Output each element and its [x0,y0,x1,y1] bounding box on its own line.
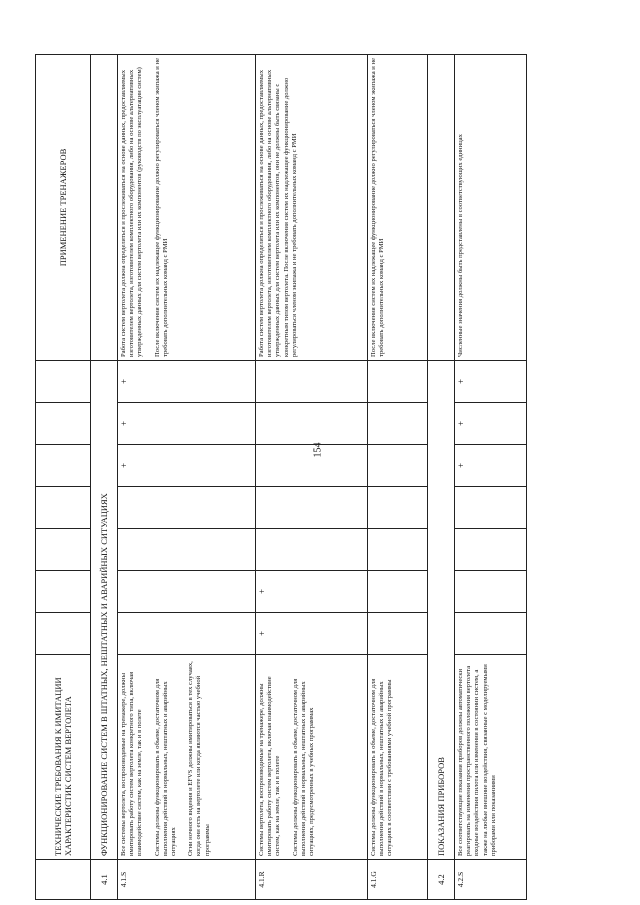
level-mark [256,403,368,445]
level-mark [368,571,428,613]
section-code: 4.1 [91,860,118,900]
requirement-cell [368,655,428,860]
row-code: 4.2.S [455,860,527,900]
application-text: Работа систем вертолета должна определяться и прослеживаться на основе данных, предоставляемых изготовителем вертолета, изготовителем комплектного оборудования, либо на основе альтернативных утвержденных данных для систем вертолета или их компонентов (руководств по эксплуатации систем) [120,67,144,357]
level-mark: + [455,361,527,403]
level-mark: + [455,403,527,445]
application-cell [368,55,428,361]
level-mark [368,529,428,571]
requirement-cell [455,655,527,860]
rotated-table-container [35,55,570,900]
row-code: 4.1.R [256,860,368,900]
header-level-cell [36,571,91,613]
row-code: 4.1.S [118,860,256,900]
application-cell [118,55,256,361]
application-cell [455,55,527,361]
header-requirements: ТЕХНИЧЕСКИЕ ТРЕБОВАНИЯ К ИМИТАЦИИ ХАРАКТЕРИСТИК СИСТЕМ ВЕРТОЛЕТА [36,655,91,860]
level-mark [118,529,256,571]
level-mark [118,487,256,529]
level-mark [256,529,368,571]
application-text: После включения систем их надлежащее функционирование должно регулироваться членом экипажа и не требовать дополнительных команд с РМИ [153,58,169,357]
level-mark [368,613,428,655]
level-mark [368,445,428,487]
table-row [455,55,527,900]
level-mark: + [118,361,256,403]
level-mark [368,403,428,445]
section-empty-cell [91,55,118,361]
level-mark: + [256,571,368,613]
level-mark: + [455,445,527,487]
requirement-cell [256,655,368,860]
section-title: ФУНКЦИОНИРОВАНИЕ СИСТЕМ В ШТАТНЫХ, НЕШТАТНЫХ И АВАРИЙНЫХ СИТУАЦИЯХ [91,361,118,860]
level-mark [256,361,368,403]
requirements-table [35,54,527,900]
section-code: 4.2 [428,860,455,900]
table-header-row [36,55,91,900]
application-cell [256,55,368,361]
header-level-cell [36,613,91,655]
section-row [91,55,118,900]
level-mark [118,571,256,613]
header-application: ПРИМЕНЕНИЕ ТРЕНАЖЕРОВ [36,55,91,361]
section-title: ПОКАЗАНИЯ ПРИБОРОВ [428,361,455,860]
row-code: 4.1.G [368,860,428,900]
page-number: 154 [312,442,324,458]
header-code-cell [36,860,91,900]
table-row [256,55,368,900]
header-level-cell [36,361,91,403]
section-row [428,55,455,900]
header-level-cell [36,403,91,445]
header-level-cell [36,487,91,529]
header-level-cell [36,445,91,487]
section-empty-cell [428,55,455,361]
requirement-text: Системы должны функционировать в объеме, достаточном для выполнения действий в нормальных, нештатных и аварийных ситуациях, предусмотренных в учебных программах [291,678,316,856]
requirement-text: Системы вертолета, воспроизводимые на тренажере, должны имитировать работу систем вертолета, включая взаимодействие систем, как на земле, так и в полете [258,676,282,856]
level-mark [455,571,527,613]
requirement-text: Все системы вертолета, воспроизводимые на тренажере, должны имитировать работу систем вертолета конкретного типа, включая взаимодействие систем, как на земле, так и в полете [120,671,144,856]
table-row [118,55,256,900]
requirement-cell [118,655,256,860]
level-mark: + [118,445,256,487]
level-mark [455,613,527,655]
requirement-text: Системы должны функционировать в объеме, достаточном для выполнения действий в нормальных, нештатных и аварийных ситуациях [153,678,178,856]
level-mark [368,361,428,403]
level-mark [455,529,527,571]
application-text: Численные значения должны быть представлены в соответствующих единицах [457,134,464,357]
level-mark [368,487,428,529]
requirement-text: Все соответствующие показания приборов должны автоматически реагировать на изменения пространственного положения вертолета входные воздействия пилота или изменения в состоянии систем, а также на любые внешние воздействия, связанные с моделируемыми приборами или показаниями [457,664,497,856]
application-text: Работа систем вертолета должна определяться и прослеживаться на основе данных, предоставляемых изготовителем вертолета, изготовителем комплектного оборудования, либо на основе альтернативных утвержденных данных для систем вертолета или их компонентов, они не должны быть связаны с конкретным типом вертолета. После включения систем их надлежащее функционирование должно регулироваться членом экипажа и не требовать дополнительных команд с РМИ [258,69,298,357]
level-mark: + [118,403,256,445]
level-mark [256,442,368,487]
header-level-cell [36,529,91,571]
requirement-text: Системы должны функционировать в объеме, достаточном для выполнения действий в нормальных, нештатных и аварийных ситуациях в соответствии с требованиями учебной программы [370,678,394,856]
level-mark: + [256,613,368,655]
level-mark [455,487,527,529]
application-text: После включения систем их надлежащее функционирование должно регулироваться членом экипажа и не требовать дополнительных команд с РМИ [370,58,386,357]
level-mark [256,487,368,529]
level-mark [118,613,256,655]
table-row [368,55,428,900]
requirement-text: Огни ночного видения и EFVS должны имитироваться в тех случаях, когда они есть на вертолете или когда являются частью учебной программы [187,661,211,856]
